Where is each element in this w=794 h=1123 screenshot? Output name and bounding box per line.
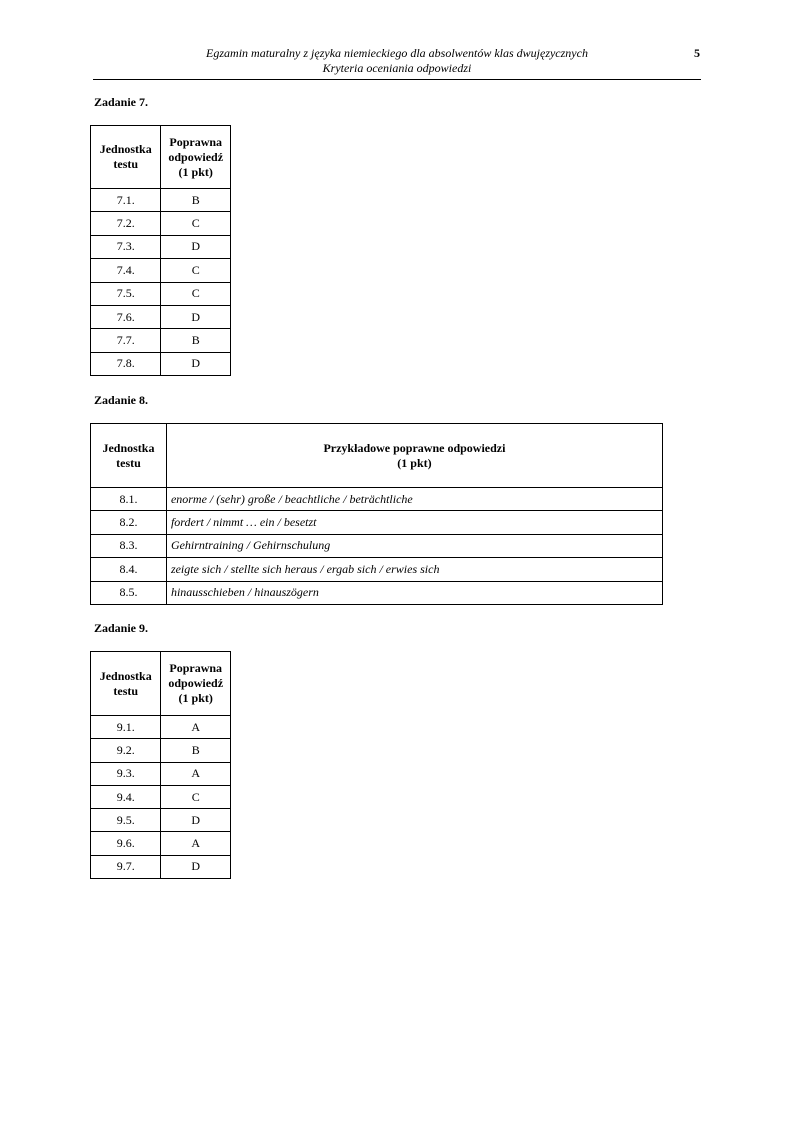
table-row — [91, 511, 663, 534]
answer-cell: C — [161, 282, 231, 305]
task8-title: Zadanie 8. — [94, 393, 149, 407]
unit-cell: 8.5. — [91, 581, 167, 604]
task7-col-unit-header: Jednostka testu — [91, 126, 161, 189]
unit-cell: 9.4. — [91, 785, 161, 808]
unit-cell: 9.3. — [91, 762, 161, 785]
answer-cell: zeigte sich / stellte sich heraus / ergab sich / erwies sich — [166, 558, 662, 581]
table-row — [91, 352, 231, 375]
answer-cell: Gehirntraining / Gehirnschulung — [166, 534, 662, 557]
task7-table — [90, 125, 231, 376]
task8-header-row — [91, 424, 663, 488]
unit-cell: 7.4. — [91, 259, 161, 282]
task7-col-answer-header: Poprawna odpowiedź (1 pkt) — [161, 126, 231, 189]
table-row — [91, 581, 663, 604]
table-row — [91, 762, 231, 785]
table-row — [91, 235, 231, 258]
task8-table — [90, 423, 663, 605]
table-row — [91, 329, 231, 352]
table-row — [91, 716, 231, 739]
unit-cell: 9.6. — [91, 832, 161, 855]
answer-cell: B — [161, 189, 231, 212]
unit-cell: 7.8. — [91, 352, 161, 375]
answer-cell: D — [161, 809, 231, 832]
answer-cell: enorme / (sehr) große / beachtliche / beträchtliche — [166, 488, 662, 511]
table-row — [91, 558, 663, 581]
header-title: Egzamin maturalny z języka niemieckiego dla absolwentów klas dwujęzycznych — [206, 46, 588, 60]
answer-cell: D — [161, 305, 231, 328]
table-row — [91, 534, 663, 557]
table-row — [91, 832, 231, 855]
table-row — [91, 212, 231, 235]
unit-cell: 9.2. — [91, 739, 161, 762]
unit-cell: 7.1. — [91, 189, 161, 212]
table-row — [91, 785, 231, 808]
task8-body — [91, 488, 663, 605]
task7-header-row — [91, 126, 231, 189]
table-row — [91, 305, 231, 328]
unit-cell: 8.4. — [91, 558, 167, 581]
unit-cell: 7.5. — [91, 282, 161, 305]
unit-cell: 8.2. — [91, 511, 167, 534]
answer-cell: hinausschieben / hinauszögern — [166, 581, 662, 604]
table-row — [91, 259, 231, 282]
answer-cell: C — [161, 212, 231, 235]
task9-table — [90, 651, 231, 879]
unit-cell: 7.6. — [91, 305, 161, 328]
answer-cell: B — [161, 739, 231, 762]
page-header — [93, 46, 701, 80]
answer-cell: C — [161, 259, 231, 282]
answer-cell: fordert / nimmt … ein / besetzt — [166, 511, 662, 534]
task9-body — [91, 716, 231, 879]
answer-cell: D — [161, 352, 231, 375]
answer-cell: C — [161, 785, 231, 808]
task8-col-answer-header: Przykładowe poprawne odpowiedzi (1 pkt) — [166, 424, 662, 488]
table-row — [91, 282, 231, 305]
answer-cell: D — [161, 855, 231, 878]
table-row — [91, 739, 231, 762]
answer-cell: D — [161, 235, 231, 258]
task9-col-answer-header: Poprawna odpowiedź (1 pkt) — [161, 652, 231, 716]
answer-cell: A — [161, 832, 231, 855]
unit-cell: 9.7. — [91, 855, 161, 878]
task9-title: Zadanie 9. — [94, 621, 149, 635]
table-row — [91, 488, 663, 511]
task7-title: Zadanie 7. — [94, 95, 149, 109]
task8-col-unit-header: Jednostka testu — [91, 424, 167, 488]
unit-cell: 9.5. — [91, 809, 161, 832]
header-subtitle: Kryteria oceniania odpowiedzi — [322, 61, 472, 75]
answer-cell: A — [161, 716, 231, 739]
task7-body — [91, 189, 231, 376]
unit-cell: 9.1. — [91, 716, 161, 739]
table-row — [91, 189, 231, 212]
table-row — [91, 809, 231, 832]
answer-cell: A — [161, 762, 231, 785]
unit-cell: 8.1. — [91, 488, 167, 511]
table-row — [91, 855, 231, 878]
unit-cell: 8.3. — [91, 534, 167, 557]
answer-cell: B — [161, 329, 231, 352]
page-number: 5 — [694, 46, 700, 60]
task9-col-unit-header: Jednostka testu — [91, 652, 161, 716]
unit-cell: 7.7. — [91, 329, 161, 352]
unit-cell: 7.2. — [91, 212, 161, 235]
task9-header-row — [91, 652, 231, 716]
unit-cell: 7.3. — [91, 235, 161, 258]
